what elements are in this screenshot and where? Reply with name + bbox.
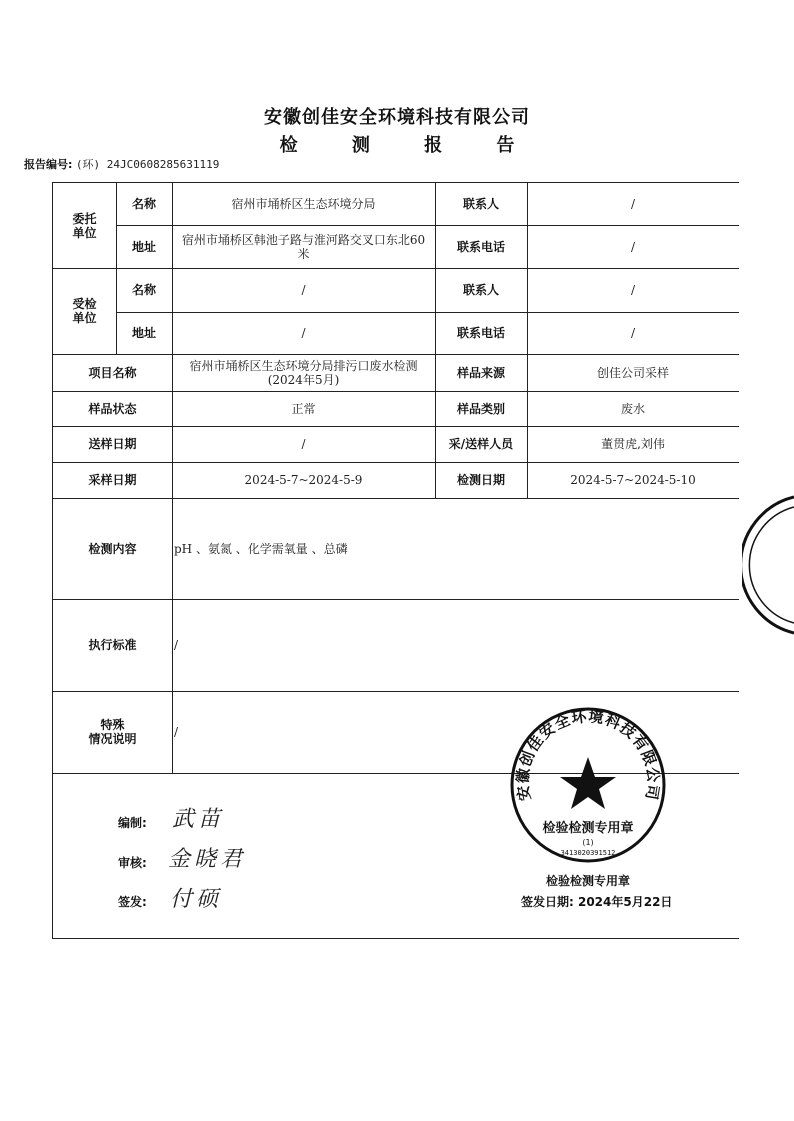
client-name-value: 宿州市埇桥区生态环境分局 [231,197,376,211]
client-contact-label: 联系人 [462,197,499,211]
client-contact-value: / [630,197,636,211]
partial-seal [742,495,794,635]
client-address-label: 地址 [131,239,156,254]
client-group-label: 委托 单位 [72,211,97,240]
content-label: 检测内容 [88,541,137,556]
sample-state-value: 正常 [291,401,316,416]
stamp-caption: 检验检测专用章 [546,874,631,888]
client-phone-label: 联系电话 [456,239,505,254]
client-name-label: 名称 [131,197,156,211]
stamp-sub-text: (1) [582,838,594,847]
sample-type-value: 废水 [620,401,645,416]
inspected-name-label: 名称 [131,283,156,297]
delivery-date-value: / [301,437,306,451]
test-date-value: 2024-5-7~2024-5-10 [570,473,696,487]
compiled-label: 编制: [118,816,147,830]
official-stamp [508,705,668,865]
issued-label: 签发: [118,895,147,909]
inspected-address-value: / [301,326,306,340]
special-label: 特殊 情况说明 [88,718,137,746]
standard-label: 执行标准 [88,638,137,652]
reviewed-label: 审核: [118,856,147,870]
report-title: 检 测 报 告 [279,135,539,156]
sample-state-label: 样品状态 [88,401,137,416]
inspected-name-value: / [301,283,306,297]
issue-date: 签发日期: 2024年5月22日 [521,895,673,909]
inspected-group-label: 受检 单位 [72,297,97,325]
inspected-phone-label: 联系电话 [456,326,505,340]
special-value: / [174,725,179,739]
report-number-label: 报告编号: [24,158,73,171]
inspected-address-label: 地址 [131,326,156,340]
stamp-center-text: 检验检测专用章 [542,821,634,836]
inspected-contact-label: 联系人 [462,283,499,297]
sampler-label: 采/送样人员 [448,437,514,451]
inspected-phone-value: / [630,326,636,340]
sample-type-label: 样品类别 [456,401,505,416]
sampling-date-label: 采样日期 [88,473,137,487]
delivery-date-label: 送样日期 [88,437,137,451]
project-label: 项目名称 [88,365,137,380]
standard-value: / [174,638,179,652]
stamp-ring-text: 安徽创佳安全环境科技有限公司 [513,707,663,803]
stamp-code: 3413020391512 [560,849,616,857]
compiled-signature: 武苗 [172,807,225,832]
content-value: pH 、氨氮 、化学需氧量 、总磷 [174,541,348,556]
client-phone-value: / [630,239,636,254]
company-title: 安徽创佳安全环境科技有限公司 [264,107,530,128]
sampling-date-value: 2024-5-7~2024-5-9 [244,473,363,487]
report-number-value: (环) 24JC0608285631119 [75,158,220,171]
star-icon [560,757,616,809]
issued-signature: 付硕 [170,887,223,912]
reviewed-signature: 金晓君 [168,847,247,872]
report-number [24,156,219,172]
inspected-contact-value: / [630,283,636,297]
sample-source-value: 创佳公司采样 [596,365,669,380]
project-value: 宿州市埇桥区生态环境分局排污口废水检测(2024年5月) [189,358,418,387]
client-address-value: 宿州市埇桥区韩池子路与淮河路交叉口东北60米 [181,232,426,261]
sampler-value: 董贯虎,刘伟 [601,437,665,451]
test-date-label: 检测日期 [456,473,505,487]
sample-source-label: 样品来源 [456,365,505,380]
